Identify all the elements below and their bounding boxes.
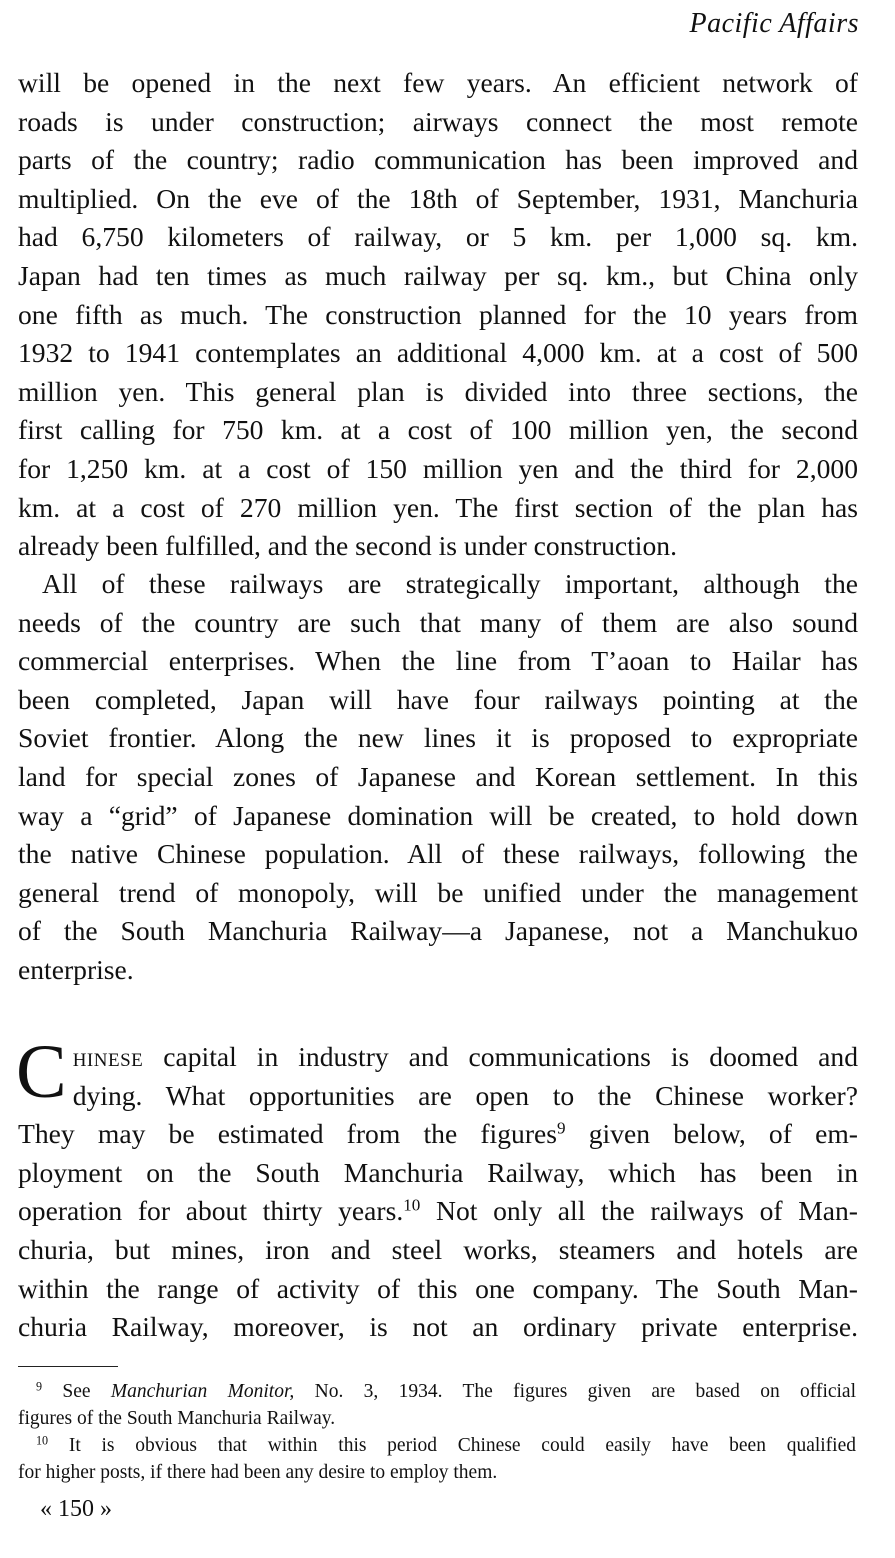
text-line: been completed, Japan will have four railways pointing at the — [18, 683, 858, 715]
text-line: dying. What opportunities are open to the Chinese worker? — [72, 1079, 858, 1111]
small-caps-word: hinese — [72, 1041, 144, 1072]
text-line: commercial enterprises. When the line from T’aoan to Hailar has — [18, 645, 858, 677]
text-line: All of these railways are strategically important, although the — [42, 568, 858, 599]
footnote-ref-10[interactable]: 10 — [403, 1195, 421, 1215]
footnote-divider — [18, 1366, 118, 1367]
text-span: capital in industry and communications is doomed and — [163, 1041, 858, 1072]
text-line: needs of the country are such that many of them are also sound — [18, 606, 858, 638]
text-line: within the range of activity of this one company. The South Man- — [18, 1272, 858, 1304]
text-line — [18, 1115, 858, 1154]
text-line: of the South Manchuria Railway—a Japanese, not a Manchukuo — [18, 915, 858, 947]
text-span: See — [62, 1381, 91, 1402]
text-line: one fifth as much. The construction planned for the 10 years from — [18, 298, 858, 330]
footnote-marker: 9 — [36, 1379, 43, 1394]
page-number: « 150 » — [40, 1496, 112, 1522]
text-line: will be opened in the next few years. An efficient network of — [18, 67, 858, 98]
footnote-9-line — [18, 1378, 856, 1405]
text-line: ployment on the South Manchuria Railway, which has been in — [18, 1156, 858, 1188]
text-line: million yen. This general plan is divided into three sections, the — [18, 375, 858, 407]
footnote-ref-9[interactable]: 9 — [557, 1118, 566, 1138]
text-line: 1932 to 1941 contemplates an additional 4,000 km. at a cost of 500 — [18, 337, 858, 369]
text-line: enterprise. — [18, 953, 134, 985]
text-line: Japan had ten times as much railway per sq. km., but China only — [18, 259, 858, 291]
text-line: churia, but mines, iron and steel works, steamers and hotels are — [18, 1233, 858, 1265]
text-line: already been fulfilled, and the second is under construction. — [18, 530, 677, 562]
text-line: way a “grid” of Japanese domination will be created, to hold down — [18, 799, 858, 831]
text-span: It is obvious that within this period Chinese could easily have been qualified — [68, 1435, 856, 1456]
paragraph-3 — [16, 1030, 858, 1347]
text-line: the native Chinese population. All of these railways, following the — [18, 838, 858, 870]
text-span: No. 3, 1934. The figures given are based on official — [314, 1381, 857, 1402]
text-line — [18, 1192, 858, 1231]
text-line: land for special zones of Japanese and Korean settlement. In this — [18, 760, 858, 792]
text-line: had 6,750 kilometers of railway, or 5 km. per 1,000 sq. km. — [18, 221, 858, 253]
footnote-10-line — [18, 1432, 856, 1459]
publication-title: Manchurian Monitor, — [110, 1381, 295, 1402]
running-head: Pacific Affairs — [689, 8, 859, 39]
text-line: Soviet frontier. Along the new lines it is proposed to expropriate — [18, 722, 858, 754]
footnotes — [18, 1378, 856, 1486]
text-span: Not only all the railways of Man- — [436, 1195, 858, 1227]
text-line: general trend of monopoly, will be unified under the management — [18, 876, 858, 908]
text-line: multiplied. On the eve of the 18th of September, 1931, Manchuria — [18, 182, 858, 214]
text-line: churia Railway, moreover, is not an ordinary private enterprise. — [18, 1311, 858, 1343]
drop-cap: C — [16, 1030, 67, 1114]
paragraph-1 — [18, 64, 858, 566]
text-line: first calling for 750 km. at a cost of 100 million yen, the second — [18, 414, 858, 446]
footnote-10-line: for higher posts, if there had been any desire to employ them. — [18, 1462, 498, 1483]
text-span: They may be estimated from the figures — [18, 1118, 557, 1150]
text-line: km. at a cost of 270 million yen. The first section of the plan has — [18, 491, 858, 523]
text-span: operation for about thirty years. — [18, 1195, 404, 1227]
text-line: parts of the country; radio communication has been improved and — [18, 144, 858, 176]
paragraph-2 — [18, 565, 858, 990]
text-line: roads is under construction; airways connect the most remote — [18, 105, 858, 137]
text-line: for 1,250 km. at a cost of 150 million yen and the third for 2,000 — [18, 452, 858, 484]
footnote-9-line: figures of the South Manchuria Railway. — [18, 1408, 336, 1429]
text-span: given below, of em- — [588, 1118, 858, 1150]
text-line — [18, 1038, 858, 1077]
footnote-marker: 10 — [36, 1433, 49, 1448]
